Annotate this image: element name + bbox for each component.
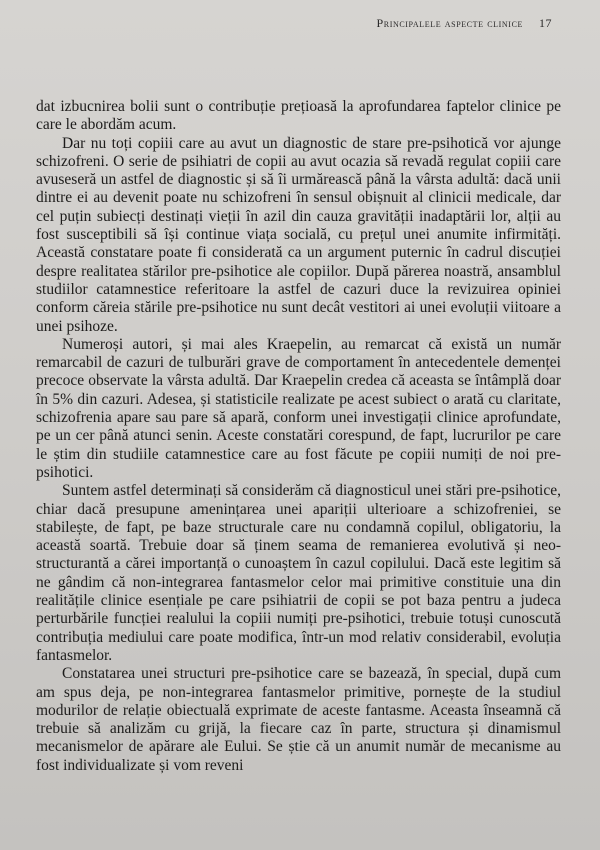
running-header xyxy=(376,16,552,31)
paragraph: Constatarea unei structuri pre-psihotice care se bazează, în special, după cum am spus deja, pe non-integrarea fantasmelor primitive, pornește de la studiul modurilor de relație obiectuală exprimate de aceste fantasme. Aceasta înseamnă că trebuie să analizăm cu grijă, la fiecare caz în parte, structura și dinamismul mecanismelor de apărare ale Eului. Se știe că un anumit număr de mecanisme au fost individualizate și vom reveni xyxy=(36,665,561,774)
paragraph: Numeroși autori, și mai ales Kraepelin, au remarcat că există un număr remarcabil de cazuri de tulburări grave de comportament în antecedentele demenței precoce observate la vârsta adultă. Dar Kraepelin credea că aceasta se întâmplă doar în 5% din cazuri. Adesea, și statisticile realizate pe acest subiect o arată cu claritate, schizofrenia apare sau pare să apară, conform unei investigații clinice aprofundate, pe un cer până atunci senin. Aceste constatări corespund, de fapt, lucrurilor pe care le știm din studiile catamnestice care au fost făcute pe copiii numiți de noi pre-psihotici. xyxy=(36,335,561,481)
page-number: 17 xyxy=(539,16,552,30)
paragraph-continued: dat izbucnirea bolii sunt o contribuție prețioasă la aprofundarea faptelor clinice pe care le abordăm acum. xyxy=(36,98,561,134)
paragraph: Suntem astfel determinați să considerăm că diagnosticul unei stări pre-psihotice, chiar dacă presupune amenințarea unei apariții ulterioare a schizofreniei, se stabilește, de fapt, pe baze structurale care nu condamnă copilul, obligatoriu, la această soartă. Trebuie doar să ținem seama de remanierea evolutivă și neo-structurantă a cărei importanță o cunoaștem în cazul copilului. Dacă este legitim să ne gândim că non-integrarea fantasmelor celor mai primitive constituie una din realitățile clinice esențiale pe care psihiatrii de copii se pot baza pentru a judeca perturbările funcției realului la copiii numiți pre-psihotici, trebuie totuși cunoscută contribuția mediului care poate modifica, într-un mod relativ considerabil, evoluția fantasmelor. xyxy=(36,482,561,664)
chapter-title: Principalele aspecte clinice xyxy=(376,16,523,30)
body-text xyxy=(36,98,561,775)
paragraph: Dar nu toți copiii care au avut un diagnostic de stare pre-psihotică vor ajunge schizofreni. O serie de psihiatri de copii au avut ocazia să revadă regulat copiii care avuseseră un astfel de diagnostic și să îi urmărească până la vârsta adultă: dacă unii dintre ei au devenit poate nu schizofreni în sensul obișnuit al clinicii medicale, dar cel puțin subiecți destinați vieții în azil din cauza gravității inadaptării lor, alții au fost susceptibili să își continue viața socială, cu prețul unei anumite infirmități. Această constatare poate fi considerată ca un argument puternic în cadrul discuției despre realitatea stărilor pre-psihotice ale copiilor. După părerea noastră, ansamblul studiilor catamnestice referitoare la astfel de cazuri duce la revizuirea opiniei conform căreia stările pre-psihotice nu sunt decât vestitori ai unei evoluții viitoare a unei psihoze. xyxy=(36,134,561,335)
